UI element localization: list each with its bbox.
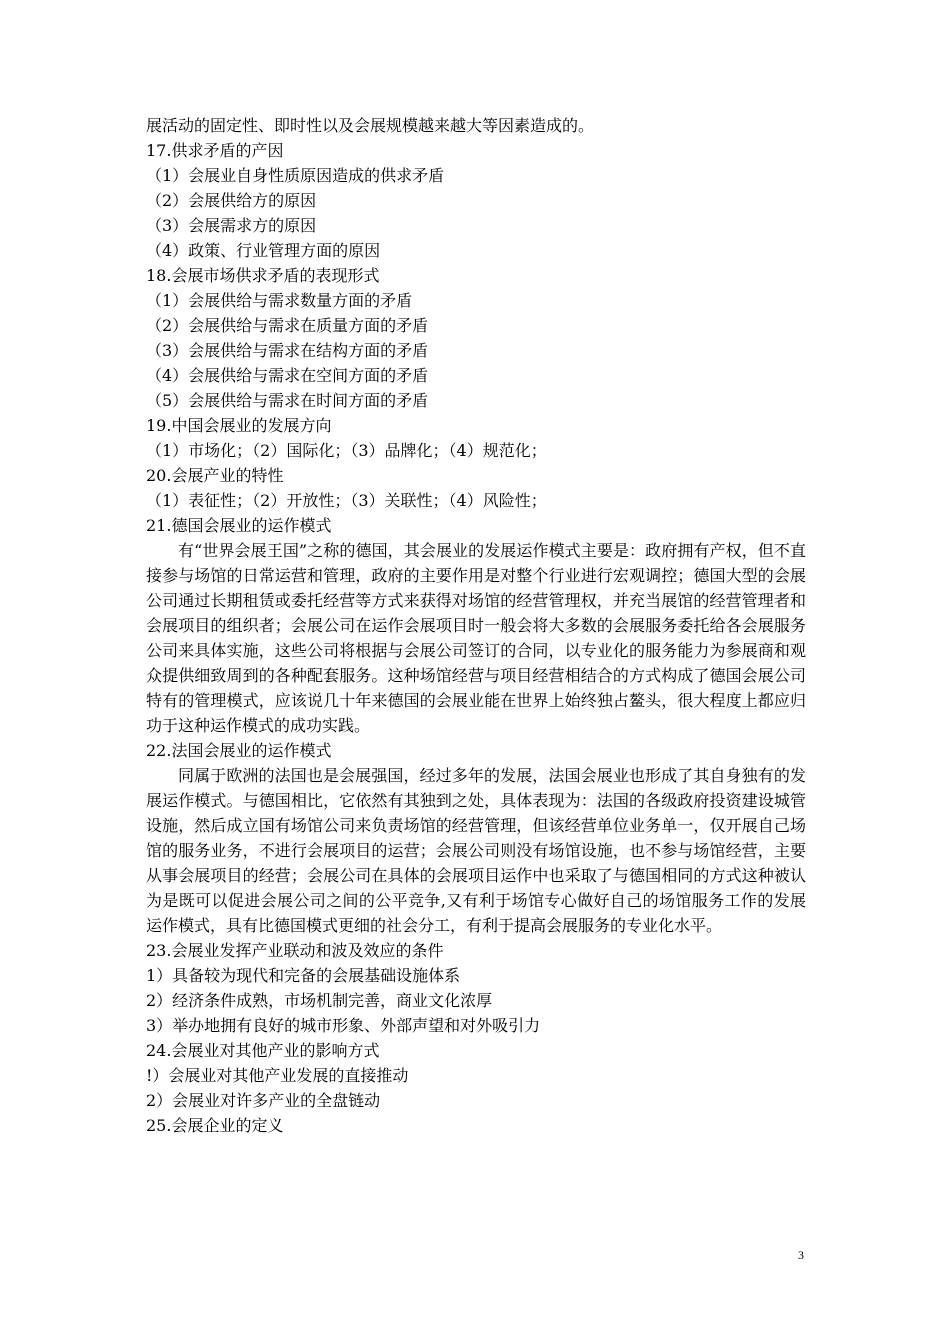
page-number: 3 [798, 1248, 804, 1262]
top-text-line: 20.会展产业的特性 [146, 466, 284, 485]
bottom-text-line: 3）举办地拥有良好的城市形象、外部声望和对外吸引力 [146, 1016, 541, 1035]
top-text-line: （2）会展供给方的原因 [146, 191, 317, 210]
bottom-text-line: 1）具备较为现代和完备的会展基础设施体系 [146, 966, 461, 985]
bottom-text-line: !）会展业对其他产业发展的直接推动 [146, 1066, 409, 1085]
top-text-line: （3）会展供给与需求在结构方面的矛盾 [146, 341, 429, 360]
top-text-line: 17.供求矛盾的产因 [146, 141, 284, 160]
paragraph-france: 同属于欧洲的法国也是会展强国，经过多年的发展，法国会展业也形成了其自身独有的发展运作模式。与德国相比，它依然有其独到之处，具体表现为：法国的各级政府投资建设城管设施，然后成立国有场馆公司来负责场馆的经营管理，但该经营单位业务单一，仅开展自己场馆的服务业务，不进行会展项目的运营；会展公司则没有场馆设施，也不参与场馆经营，主要从事会展项目的经营；会展公司在具体的会展项目运作中也采取了与德国相同的方式这种被认为是既可以促进会展公司之间的公平竞争,又有利于场馆专心做好自己的场馆服务工作的发展运作模式，具有比德国模式更细的社会分工，有利于提高会展服务的专业化水平。 [146, 766, 806, 935]
top-text-block [146, 113, 806, 538]
paragraph-germany: 有“世界会展王国”之称的德国，其会展业的发展运作模式主要是：政府拥有产权，但不直接参与场馆的日常运营和管理，政府的主要作用是对整个行业进行宏观调控；德国大型的会展公司通过长期租赁或委托经营等方式来获得对场馆的经营管理权，并充当展馆的经营管理者和会展项目的组织者；会展公司在运作会展项目时一般会将大多数的会展服务委托给各会展服务公司来具体实施，这些公司将根据与会展公司签订的合同，以专业化的服务能力为参展商和观众提供细致周到的各种配套服务。这种场馆经营与项目经营相结合的方式构成了德国会展公司特有的管理模式，应该说几十年来德国的会展业能在世界上始终独占鳌头，很大程度上都应归功于这种运作模式的成功实践。 [146, 541, 806, 735]
top-text-line: （4）政策、行业管理方面的原因 [146, 241, 381, 260]
bottom-text-line: 25.会展企业的定义 [146, 1116, 284, 1135]
bottom-text-line: 23.会展业发挥产业联动和波及效应的条件 [146, 941, 444, 960]
top-text-line: 21.德国会展业的运作模式 [146, 516, 332, 535]
top-text-line: （3）会展需求方的原因 [146, 216, 317, 235]
top-text-line: （1）表征性；（2）开放性；（3）关联性；（4）风险性； [146, 491, 547, 510]
top-text-line: （4）会展供给与需求在空间方面的矛盾 [146, 366, 429, 385]
bottom-text-line: 24.会展业对其他产业的影响方式 [146, 1041, 380, 1060]
heading-22: 22.法国会展业的运作模式 [146, 741, 332, 760]
bottom-text-block [146, 938, 806, 1138]
top-text-line: 18.会展市场供求矛盾的表现形式 [146, 266, 380, 285]
top-text-line: （2）会展供给与需求在质量方面的矛盾 [146, 316, 429, 335]
bottom-text-line: 2）经济条件成熟，市场机制完善，商业文化浓厚 [146, 991, 493, 1010]
top-text-line: （5）会展供给与需求在时间方面的矛盾 [146, 391, 429, 410]
page-content [146, 113, 806, 1138]
top-text-line: （1）市场化；（2）国际化；（3）品牌化；（4）规范化； [146, 441, 547, 460]
top-text-line: 展活动的固定性、即时性以及会展规模越来越大等因素造成的。 [146, 116, 595, 135]
top-text-line: （1）会展供给与需求数量方面的矛盾 [146, 291, 413, 310]
top-text-line: 19.中国会展业的发展方向 [146, 416, 332, 435]
bottom-text-line: 2）会展业对许多产业的全盘链动 [146, 1091, 381, 1110]
top-text-line: （1）会展业自身性质原因造成的供求矛盾 [146, 166, 445, 185]
